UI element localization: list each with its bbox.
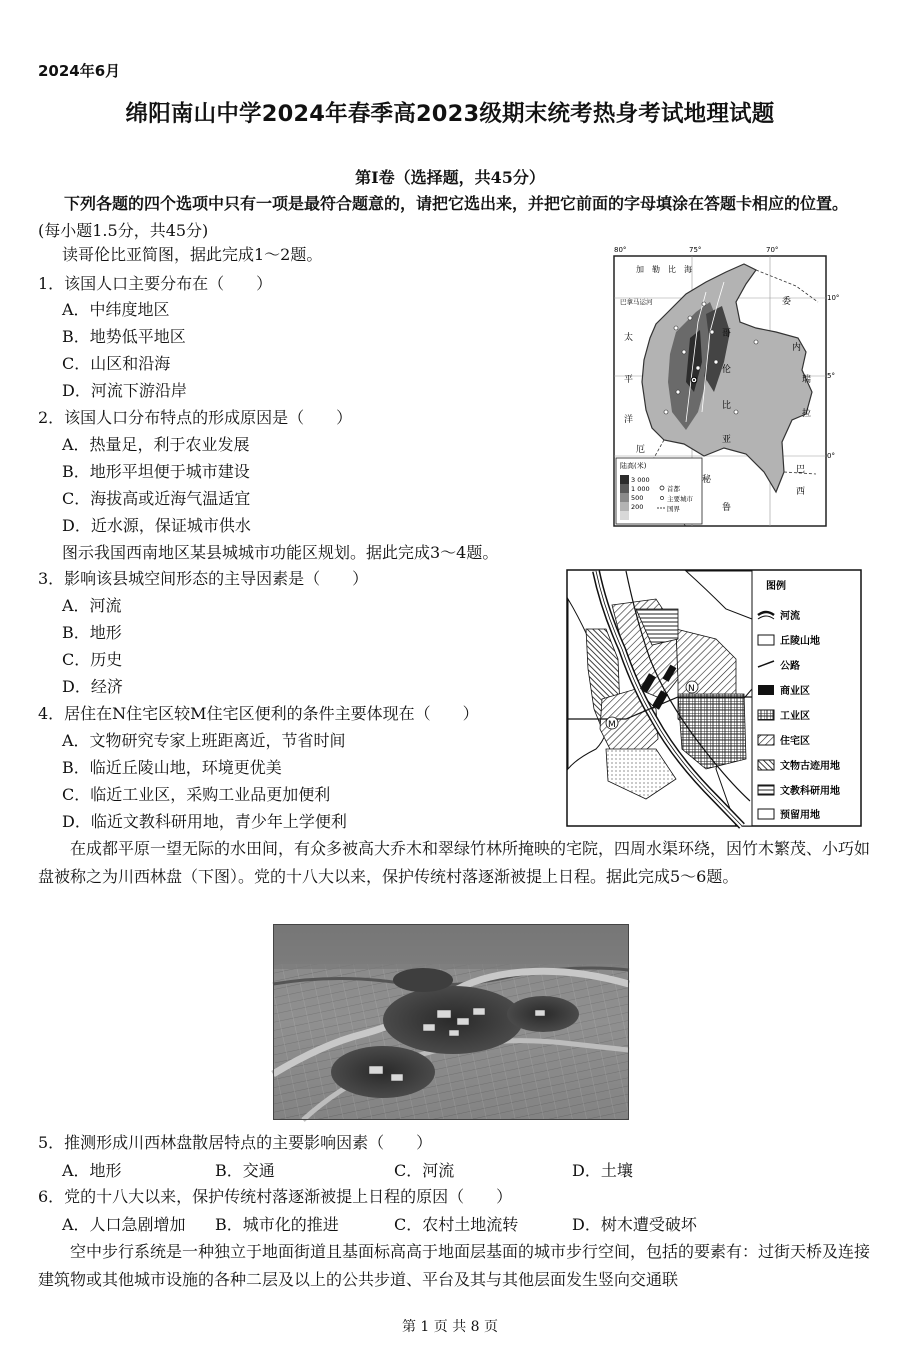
- legend-label: 预留用地: [780, 810, 820, 821]
- exam-title: 绵阳南山中学2024年春季高2023级期末统考热身考试地理试题: [125, 101, 775, 127]
- colombia-map: [606, 242, 840, 528]
- q3-option-d: D．经济: [62, 677, 123, 696]
- instruction-text: 下列各题的四个选项中只有一项是最符合题意的，请把它选出来，并把它前面的字母填涂在答题卡相应的位置。: [64, 194, 849, 213]
- instruction-note: (每小题1.5分，共45分): [38, 221, 209, 240]
- lon-label: 80°: [614, 246, 627, 254]
- q4-option-c: C．临近工业区，采购工业品更加便利: [62, 785, 331, 804]
- group2-lead: 图示我国西南地区某县城城市功能区规划。据此完成3～4题。: [62, 543, 499, 562]
- symbol-label: 国界: [667, 505, 680, 513]
- country-label: 鲁: [722, 503, 732, 513]
- page-number: 第 1 页 共 8 页: [401, 1319, 499, 1335]
- q1-option-c: C．山区和沿海: [62, 354, 171, 373]
- q5-option-c: C．河流: [394, 1161, 455, 1180]
- ocean-label: 洋: [624, 415, 634, 425]
- legend-label: 文物古迹用地: [780, 761, 840, 772]
- legend-label: 住宅区: [780, 736, 810, 747]
- country-label: 厄: [636, 445, 646, 455]
- q3-stem: 3．影响该县城空间形态的主导因素是（ ）: [38, 569, 369, 588]
- legend-label: 丘陵山地: [780, 636, 820, 647]
- q2-option-d: D．近水源，保证城市供水: [62, 516, 251, 535]
- country-label: 内: [792, 343, 802, 353]
- exam-date: 2024年6月: [38, 62, 121, 80]
- q2-option-a: A．热量足，利于农业发展: [62, 435, 250, 454]
- country-label: 哥: [722, 329, 732, 339]
- country-label: 比: [722, 401, 732, 411]
- q2-stem: 2．该国人口分布特点的形成原因是（ ）: [38, 408, 353, 427]
- elev-label: 1 000: [631, 485, 650, 493]
- symbol-label: 主要城市: [667, 495, 693, 503]
- q1-option-a: A．中纬度地区: [62, 300, 170, 319]
- q5-stem: 5．推测形成川西林盘散居特点的主要影响因素（ ）: [38, 1133, 433, 1152]
- country-label: 伦: [722, 365, 732, 375]
- country-label: 巴: [796, 465, 806, 475]
- q6-option-a: A．人口急剧增加: [62, 1215, 186, 1234]
- country-label: 瑞: [802, 375, 812, 385]
- group4-lead: 空中步行系统是一种独立于地面街道且基面标高高于地面层基面的城市步行空间，包括的要素有：过街天桥及连接建筑物或其他城市设施的各种二层及以上的公共步道、平台及其与其他层面发生竖向交通联: [38, 1242, 871, 1289]
- lat-label: 10°: [827, 294, 840, 302]
- q2-option-b: B．地形平坦便于城市建设: [62, 462, 250, 481]
- label-m: M: [608, 720, 616, 730]
- q2-option-c: C．海拔高或近海气温适宜: [62, 489, 251, 508]
- label-n: N: [688, 684, 695, 694]
- q5-options: [62, 1157, 762, 1184]
- lat-label: 0°: [827, 452, 835, 460]
- linpan-photo: [273, 924, 629, 1120]
- legend-label: 商业区: [780, 686, 810, 697]
- q5-option-a: A．地形: [62, 1161, 122, 1180]
- elev-label: 500: [631, 494, 644, 502]
- section-heading: 第Ⅰ卷（选择题，共45分）: [355, 168, 545, 187]
- q6-option-d: D．树木遭受破坏: [572, 1215, 697, 1234]
- q1-option-b: B．地势低平地区: [62, 327, 186, 346]
- group3-lead: 在成都平原一望无际的水田间，有众多被高大乔木和翠绿竹林所掩映的宅院，四周水渠环绕，因竹木繁茂、小巧如盘被称之为川西林盘（下图）。党的十八大以来，保护传统村落逐渐被提上日程。据此完成5～6题。: [38, 839, 871, 886]
- q6-options: [62, 1211, 762, 1238]
- ocean-label: 太: [624, 333, 634, 343]
- legend-label: 公路: [780, 661, 800, 672]
- legend-title: 陆高(米): [620, 462, 647, 470]
- q6-option-b: B．城市化的推进: [215, 1215, 339, 1234]
- country-label: 拉: [802, 409, 812, 419]
- q3-option-c: C．历史: [62, 650, 123, 669]
- q4-option-a: A．文物研究专家上班距离近，节省时间: [62, 731, 346, 750]
- q6-option-c: C．农村土地流转: [394, 1215, 519, 1234]
- legend-label: 河流: [780, 611, 800, 622]
- q1-stem: 1．该国人口主要分布在（ ）: [38, 274, 273, 293]
- q5-option-d: D．土壤: [572, 1161, 633, 1180]
- q4-stem: 4．居住在N住宅区较M住宅区便利的条件主要体现在（ ）: [38, 704, 479, 723]
- q3-option-b: B．地形: [62, 623, 122, 642]
- q1-option-d: D．河流下游沿岸: [62, 381, 187, 400]
- q3-option-a: A．河流: [62, 596, 122, 615]
- country-label: 亚: [722, 435, 732, 445]
- lon-label: 70°: [766, 246, 779, 254]
- symbol-label: 首都: [667, 485, 680, 493]
- country-label: 秘: [702, 475, 712, 485]
- legend-label: 文教科研用地: [780, 786, 840, 797]
- legend-label: 工业区: [780, 711, 810, 722]
- lon-label: 75°: [689, 246, 702, 254]
- group1-lead: 读哥伦比亚简图，据此完成1～2题。: [62, 245, 323, 264]
- county-plan-map: [566, 569, 862, 827]
- q5-option-b: B．交通: [215, 1161, 275, 1180]
- linpan-grove: [383, 986, 523, 1054]
- legend-title: 图例: [766, 581, 786, 592]
- elev-label: 3 000: [631, 476, 650, 484]
- q4-option-b: B．临近丘陵山地，环境更优美: [62, 758, 282, 777]
- q6-stem: 6．党的十八大以来，保护传统村落逐渐被提上日程的原因（ ）: [38, 1187, 513, 1206]
- lat-label: 5°: [827, 372, 835, 380]
- elev-label: 200: [631, 503, 644, 511]
- q4-option-d: D．临近文教科研用地，青少年上学便利: [62, 812, 347, 831]
- section-instruction: [38, 190, 868, 244]
- country-label: 委: [782, 297, 792, 307]
- sea-label: 加 勒 比 海: [636, 265, 692, 274]
- canal-label: 巴拿马运河: [620, 298, 653, 306]
- ocean-label: 平: [624, 375, 634, 385]
- country-label: 西: [796, 487, 806, 497]
